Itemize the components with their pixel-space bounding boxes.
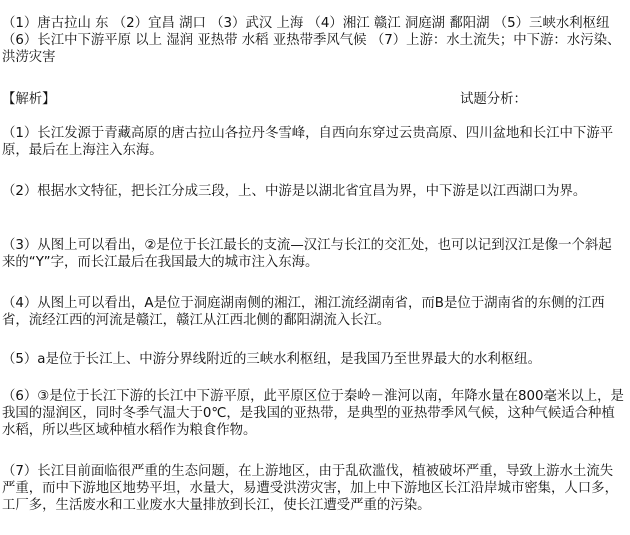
analysis-paragraph-1: （1）长江发源于青藏高原的唐古拉山各拉丹冬雪峰，自西向东穿过云贵高原、四川盆地和长江中下游平原，最后在上海注入东海。 [2, 126, 614, 158]
analysis-paragraph-2: （2）根据水文特征，把长江分成三段，上、中游是以湖北省宜昌为界，中下游是以江西湖口为界。 [2, 184, 587, 199]
analysis-paragraph-5: （5）a是位于长江上、中游分界线附近的三峡水利枢纽，是我国乃至世界最大的水利枢纽。 [2, 352, 541, 367]
analysis-paragraph-3: （3）从图上可以看出，②是位于长江最长的支流—汉江与长江的交汇处，也可以记到汉江是像一个斜起来的“Y”字，而长江最后在我国最大的城市注入东海。 [2, 238, 612, 270]
analysis-paragraph-6: （6）③是位于长江下游的长江中下游平原，此平原区位于秦岭－淮河以南，年降水量在800毫米以上，是我国的湿润区，同时冬季气温大于0℃，是我国的亚热带，是典型的亚热带季风气候，这种气候适合种植水稻，所以些区域种植水稻作为粮食作物。 [2, 389, 624, 438]
section-label: 【解析】 [2, 92, 56, 107]
analysis-header [2, 91, 624, 109]
analysis-paragraph-7: （7）长江目前面临很严重的生态问题，在上游地区，由于乱砍滥伐，植被破坏严重，导致上游水土流失严重，而中下游地区地势平坦，水量大，易遭受洪涝灾害，加上中下游地区长江沿岸城市密集，人口多，工厂多，生活废水和工业废水大量排放到长江，使长江遭受严重的污染。 [2, 464, 618, 513]
analysis-paragraph-4: （4）从图上可以看出，A是位于洞庭湖南侧的湘江，湘江流经湖南省，而B是位于湖南省的东侧的江西省，流经江西的河流是赣江，赣江从江西北侧的鄱阳湖流入长江。 [2, 296, 605, 328]
analysis-label: 试题分析： [460, 92, 527, 107]
answer-text: （1）唐古拉山 东 （2）宜昌 湖口 （3）武汉 上海 （4）湘江 赣江 洞庭湖 鄱阳湖 （5）三峡水利枢纽 （6）长江中下游平原 以上 湿润 亚热带 水稻 亚热带季风气候 （7）上游：水土流失；中下游：水污染、洪涝灾害 [2, 16, 621, 65]
